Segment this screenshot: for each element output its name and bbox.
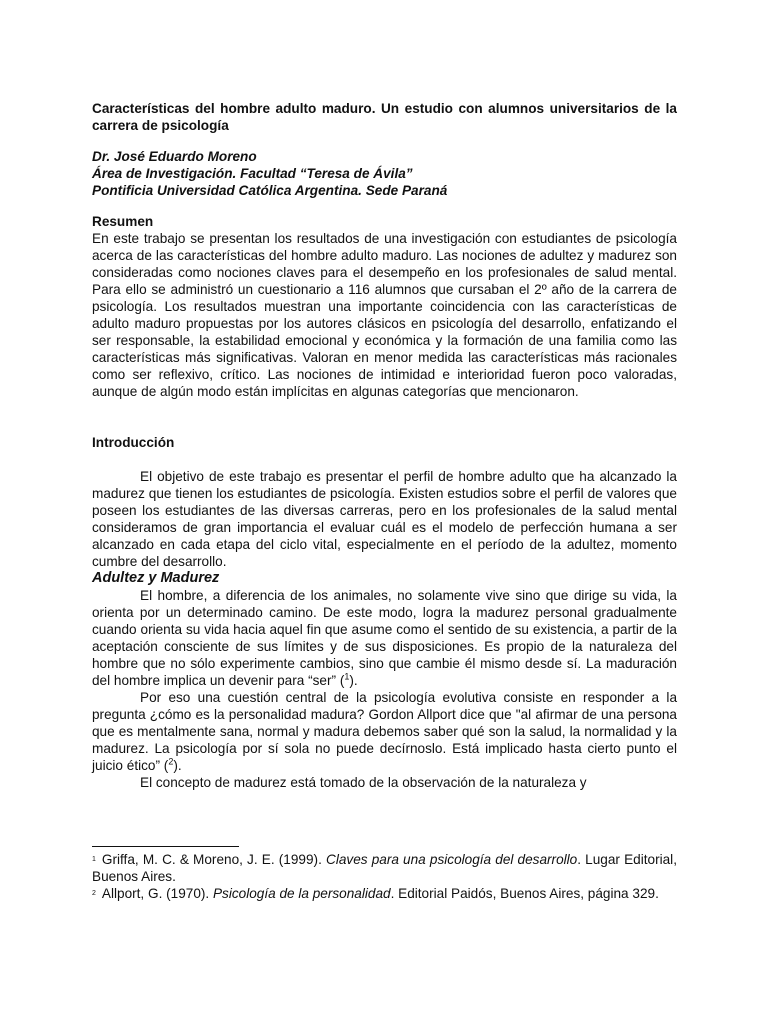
footnote-2-title: Psicología de la personalidad <box>212 886 391 901</box>
document-title: Características del hombre adulto maduro. Un estudio con alumnos universitarios de la carrera de psicología <box>92 101 677 133</box>
adultez-paragraph-1-end: ). <box>349 673 358 688</box>
footnote-separator <box>92 846 239 847</box>
author-block <box>92 148 677 199</box>
adultez-paragraph-1 <box>92 587 677 689</box>
footnote-2 <box>92 885 677 902</box>
resumen-paragraph: En este trabajo se presentan los resultados de una investigación con estudiantes de psicología acerca de las características del hombre adulto maduro. Las nociones de adultez y madurez son consideradas como nociones claves para el desempeño en los profesionales de salud mental. Para ello se administró un cuestionario a 116 alumnos que cursaban el 2º año de la carrera de psicología. Los resultados muestran una importante coincidencia con las características de adulto maduro propuestas por los autores clásicos en psicología del desarrollo, enfatizando el ser responsable, la estabilidad emocional y económica y la formación de una familia como las características más significativas. Valoran en menor medida las características más racionales como ser reflexivo, crítico. Las nociones de intimidad e interioridad fueron poco valoradas, aunque de algún modo están implícitas en algunas categorías que mencionaron. <box>92 231 677 399</box>
footnote-2-before: Allport, G. (1970). <box>101 886 213 901</box>
footnote-1-title: Claves para una psicología del desarrollo <box>326 852 578 867</box>
adultez-paragraph-2-text: Por eso una cuestión central de la psicología evolutiva consiste en responder a la pregunta ¿cómo es la personalidad madura? Gordon Allport dice que "al afirmar de una persona que es mentalmente sana, normal y madura debemos saber qué son la salud, la normalidad y la madurez. La psicología por sí sola no puede decírnoslo. Está implicado hasta cierto punto el juicio ético” ( <box>92 690 677 773</box>
affiliation-university: Pontificia Universidad Católica Argentina. Sede Paraná <box>92 183 448 198</box>
adultez-paragraph-1-text: El hombre, a diferencia de los animales, no solamente vive sino que dirige su vida, la orienta por un determinado camino. De este modo, logra la madurez personal gradualmente cuando orienta su vida hacia aquel fin que asume como el sentido de su existencia, a partir de la aceptación consciente de sus límites y de sus disposiciones. Es propio de la naturaleza del hombre que no sólo experimente cambios, sino que cambie él mismo desde sí. La maduración del hombre implica un devenir para “ser” ( <box>92 588 677 688</box>
introduccion-heading: Introducción <box>92 435 175 450</box>
adultez-paragraph-3: El concepto de madurez está tomado de la observación de la naturaleza y <box>140 775 587 790</box>
adultez-paragraph-2 <box>92 689 677 774</box>
adultez-heading: Adultez y Madurez <box>92 570 220 586</box>
author-name: Dr. José Eduardo Moreno <box>92 149 257 164</box>
affiliation-area: Área de Investigación. Facultad “Teresa de Ávila” <box>92 166 413 181</box>
resumen-heading: Resumen <box>92 214 154 229</box>
footnote-1 <box>92 851 677 885</box>
footnote-2-after: . Editorial Paidós, Buenos Aires, página 329. <box>390 886 659 901</box>
footnote-2-mark: 2 <box>92 890 96 897</box>
footnote-1-after: . Lugar Editorial, Buenos Aires. <box>92 852 677 884</box>
footnotes <box>92 846 677 902</box>
document-body <box>92 100 677 791</box>
footnote-ref-2[interactable]: 2 <box>168 756 174 767</box>
footnote-1-before: Griffa, M. C. & Moreno, J. E. (1999). <box>101 852 326 867</box>
footnote-ref-1[interactable]: 1 <box>344 671 350 682</box>
footnote-1-mark: 1 <box>92 856 96 863</box>
introduccion-paragraph: El objetivo de este trabajo es presentar el perfil de hombre adulto que ha alcanzado la madurez que tienen los estudiantes de psicología. Existen estudios sobre el perfil de valores que poseen los estudiantes de las diversas carreras, pero en los profesionales de la salud mental consideramos de gran importancia el evaluar cuál es el modelo de perfección humana a ser alcanzado en cada etapa del ciclo vital, especialmente en el período de la adultez, momento cumbre del desarrollo. <box>92 469 677 569</box>
adultez-paragraph-2-end: ). <box>173 758 182 773</box>
